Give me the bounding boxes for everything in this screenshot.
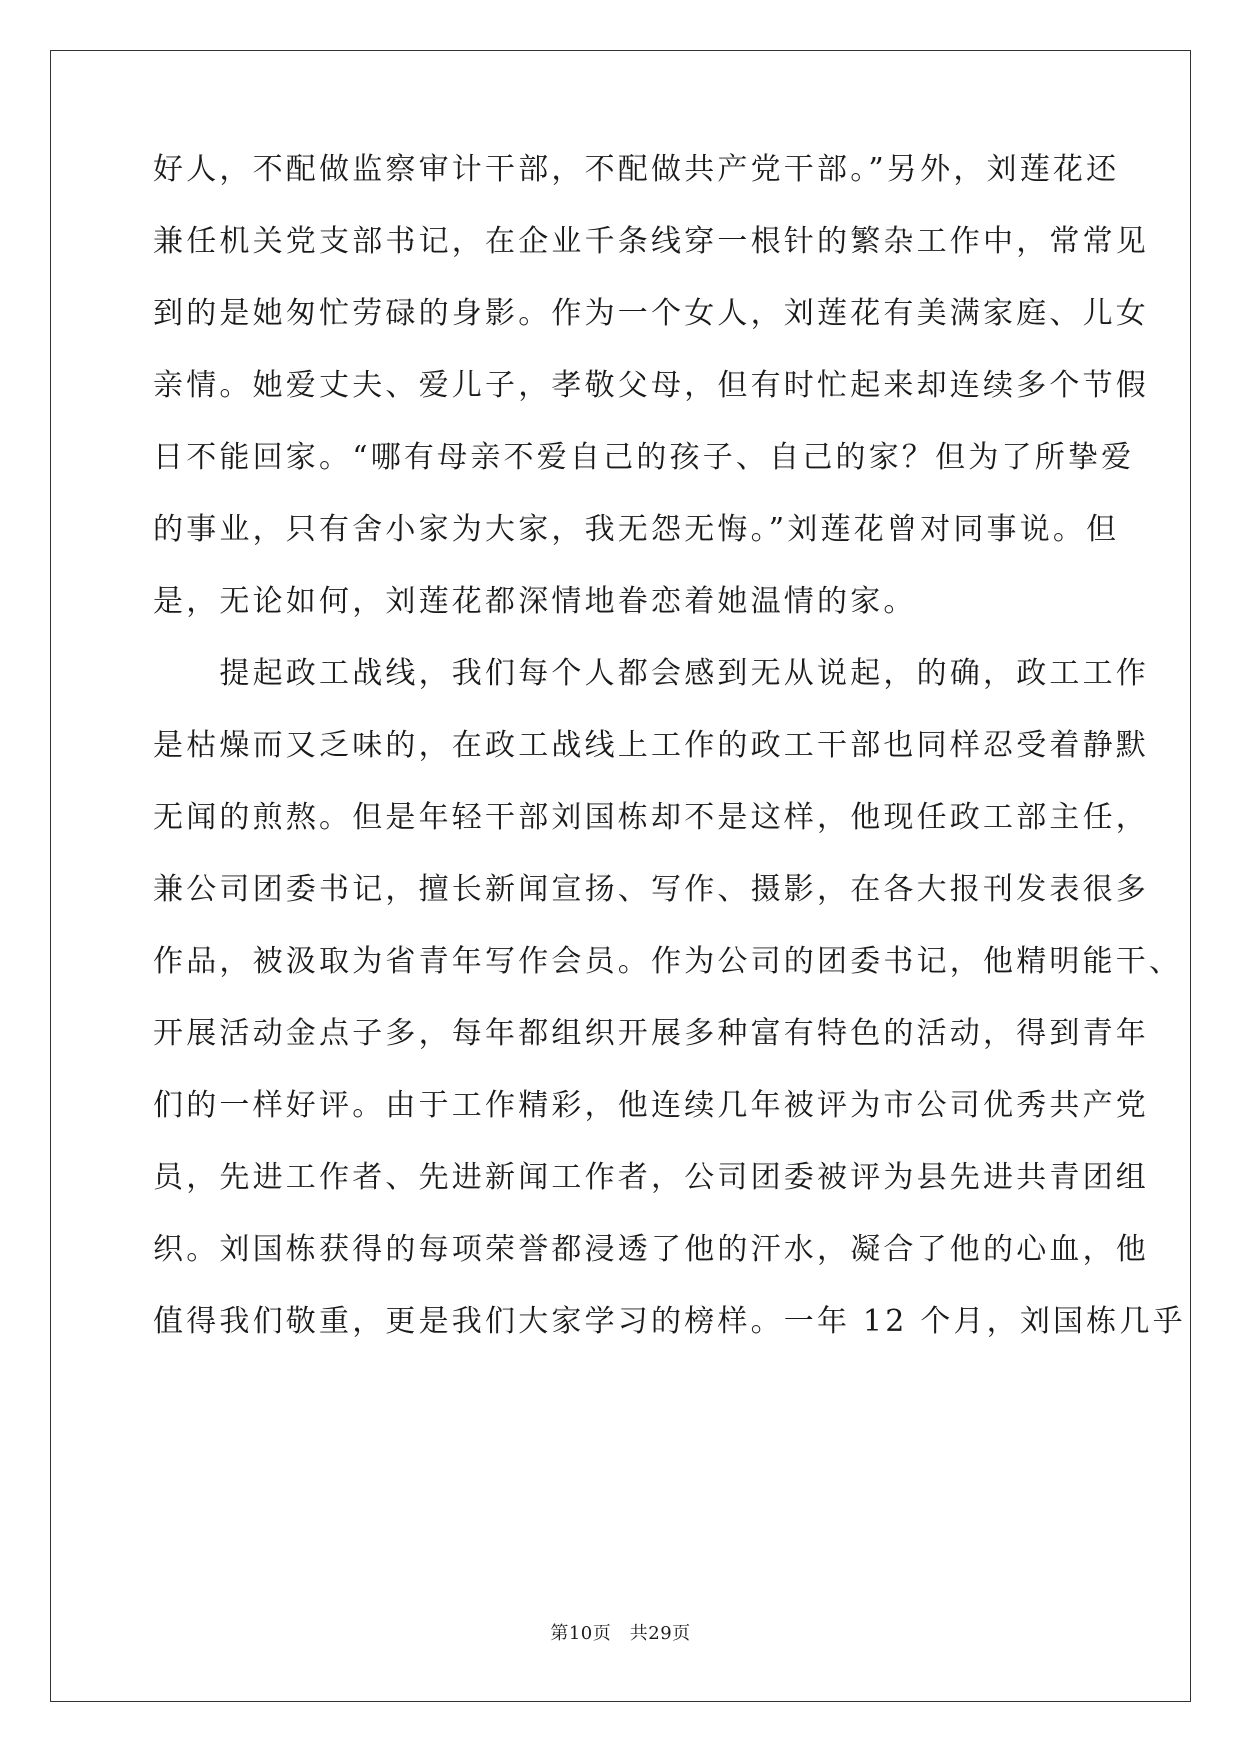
text-line: 亲情。她爱丈夫、爱儿子，孝敬父母，但有时忙起来却连续多个节假 [153, 368, 1149, 403]
text-line: 作品，被汲取为省青年写作会员。作为公司的团委书记，他精明能干、 [153, 944, 1183, 979]
text-line: 是，无论如何，刘莲花都深情地眷恋着她温情的家。 [153, 584, 917, 619]
text-line: 日不能回家。“哪有母亲不爱自己的孩子、自己的家？但为了所挚爱 [153, 440, 1135, 475]
text-line: 兼任机关党支部书记，在企业千条线穿一根针的繁杂工作中，常常见 [153, 224, 1149, 259]
text-line: 是枯燥而又乏味的，在政工战线上工作的政工干部也同样忍受着静默 [153, 728, 1149, 763]
text-line: 好人，不配做监察审计干部，不配做共产党干部。”另外，刘莲花还 [153, 152, 1120, 187]
text-line: 无闻的煎熬。但是年轻干部刘国栋却不是这样，他现任政工部主任， [153, 800, 1149, 835]
text-line: 的事业，只有舍小家为大家，我无怨无悔。”刘莲花曾对同事说。但 [153, 512, 1120, 547]
text-line: 提起政工战线，我们每个人都会感到无从说起，的确，政工工作 [153, 656, 1149, 691]
text-line: 到的是她匆忙劳碌的身影。作为一个女人，刘莲花有美满家庭、儿女 [153, 296, 1149, 331]
text-line: 值得我们敬重，更是我们大家学习的榜样。一年 12 个月，刘国栋几乎 [153, 1304, 1186, 1339]
text-line: 开展活动金点子多，每年都组织开展多种富有特色的活动，得到青年 [153, 1016, 1149, 1051]
text-line: 织。刘国栋获得的每项荣誉都浸透了他的汗水，凝合了他的心血，他 [153, 1232, 1149, 1267]
text-line: 兼公司团委书记，擅长新闻宣扬、写作、摄影，在各大报刊发表很多 [153, 872, 1149, 907]
text-line: 员，先进工作者、先进新闻工作者，公司团委被评为县先进共青团组 [153, 1160, 1149, 1195]
text-line: 们的一样好评。由于工作精彩，他连续几年被评为市公司优秀共产党 [153, 1088, 1149, 1123]
page-number: 第10页 共29页 [550, 1623, 691, 1644]
